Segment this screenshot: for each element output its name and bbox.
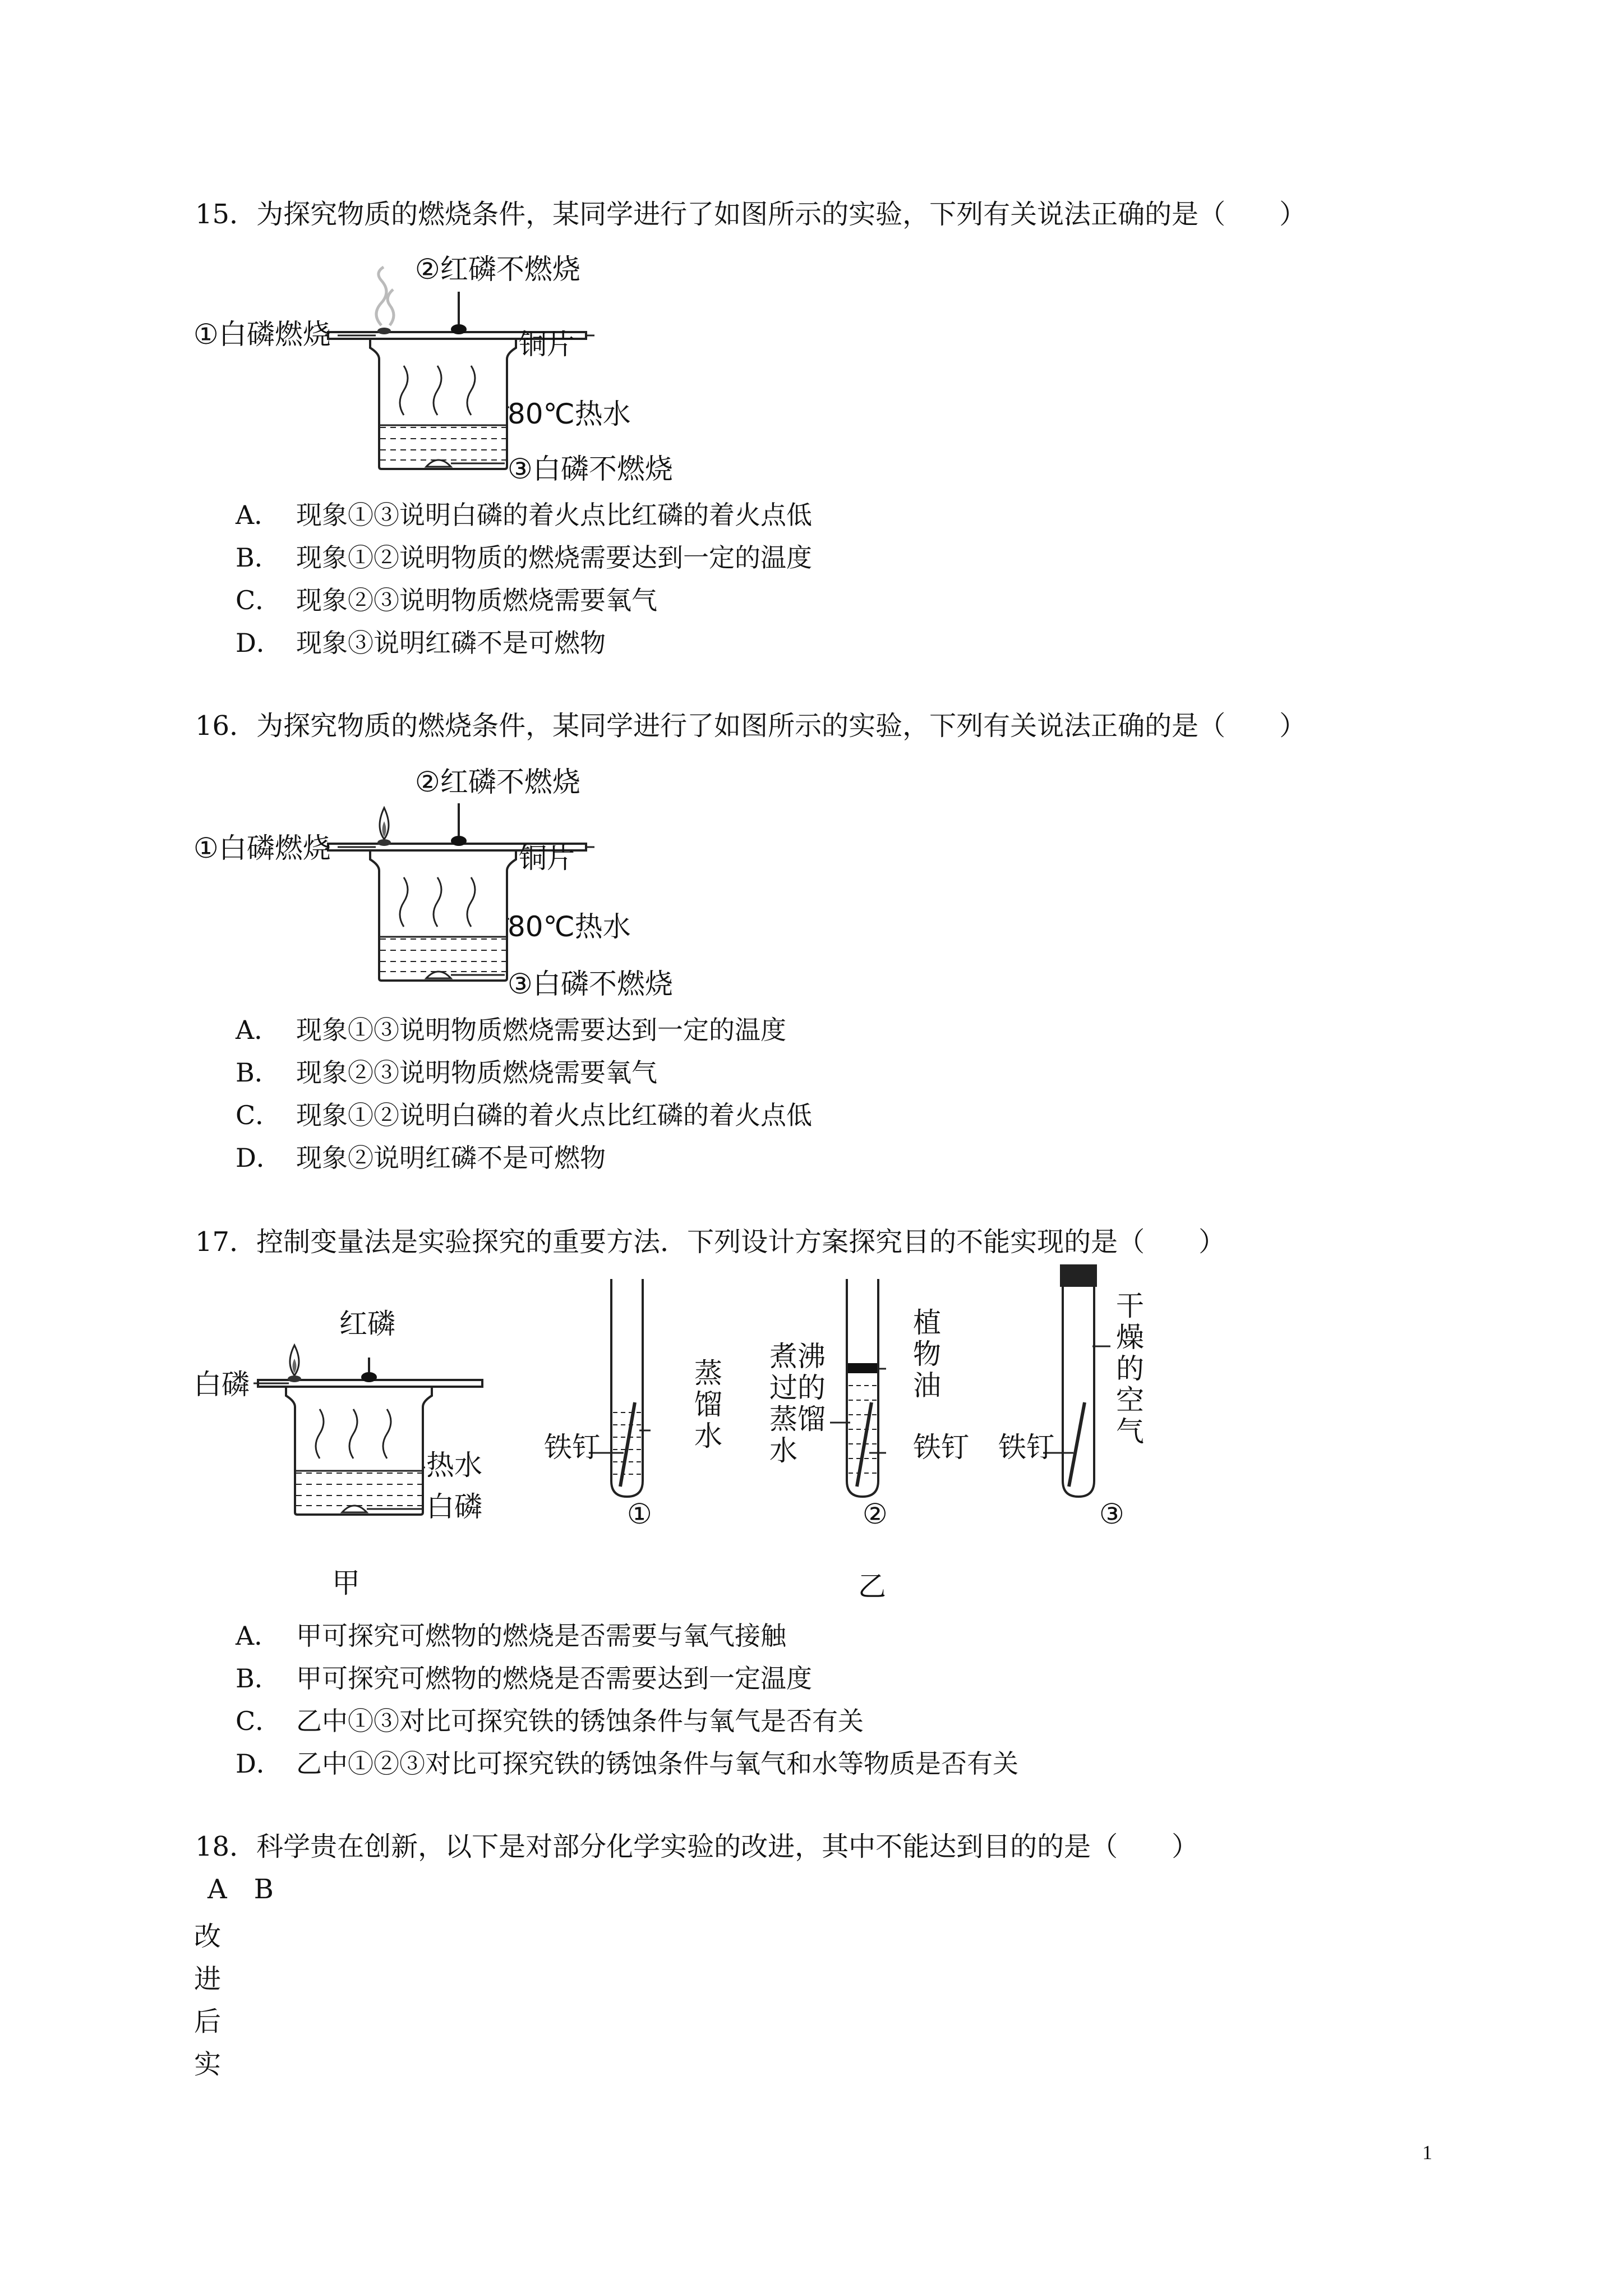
fig17-tube1-number: ①: [627, 1498, 652, 1530]
fig17-tube2-nail-label: 铁钉: [913, 1431, 969, 1464]
q16-option-b[interactable]: B． 现象②③说明物质燃烧需要氧气: [236, 1057, 657, 1088]
q15-option-a[interactable]: A． 现象①③说明白磷的着火点比红磷的着火点低: [236, 500, 812, 530]
fig16-label-copper: 铜片: [519, 842, 575, 875]
q16-option-a[interactable]: A． 现象①③说明物质燃烧需要达到一定的温度: [236, 1015, 786, 1045]
q15-option-b[interactable]: B． 现象①②说明物质的燃烧需要达到一定的温度: [236, 542, 812, 573]
fig17-tube2-boiled-water-label: 煮沸 过的 蒸馏 水: [769, 1340, 826, 1467]
question-16-stem: 16．为探究物质的燃烧条件，某同学进行了如图所示的实验，下列有关说法正确的是（ ）: [195, 710, 1307, 742]
q17-option-d[interactable]: D． 乙中①②③对比可探究铁的锈蚀条件与氧气和水等物质是否有关: [236, 1749, 1018, 1779]
fig17-tube3-dry-air-label: 干 燥 的 空 气: [1116, 1290, 1144, 1448]
test-tube-2: [830, 1279, 886, 1497]
flame-icon: [380, 808, 389, 839]
fig15-label-white-phosphorus-burning: ①白磷燃烧: [193, 318, 331, 351]
smoke-icon: [376, 267, 394, 325]
page-number: 1: [1422, 2141, 1432, 2164]
vegetable-oil-layer: [848, 1363, 877, 1373]
fig17-label-red-phosphorus: 红磷: [339, 1308, 395, 1340]
fig16-label-white-phosphorus-burning: ①白磷燃烧: [193, 832, 331, 864]
fig15-label-hot-water: 80℃热水: [508, 398, 631, 430]
fig16-label-hot-water: 80℃热水: [508, 910, 631, 943]
fig17-caption-yi: 乙: [858, 1570, 886, 1603]
white-phosphorus-3: [426, 972, 451, 978]
question-17-stem: 17．控制变量法是实验探究的重要方法．下列设计方案探究目的不能实现的是（ ）: [195, 1226, 1226, 1258]
fig17-tube1-water-label: 蒸 馏 水: [694, 1357, 722, 1452]
q16-option-d[interactable]: D． 现象②说明红磷不是可燃物: [236, 1143, 606, 1173]
fig17-caption-jia: 甲: [332, 1567, 360, 1599]
fig17-tube2-number: ②: [863, 1498, 888, 1530]
question-18-stem: 18．科学贵在创新，以下是对部分化学实验的改进，其中不能达到目的的是（ ）: [195, 1831, 1199, 1862]
q16-option-c[interactable]: C． 现象①②说明白磷的着火点比红磷的着火点低: [236, 1100, 812, 1130]
q17-option-b[interactable]: B． 甲可探究可燃物的燃烧是否需要达到一定温度: [236, 1663, 812, 1694]
white-phosphorus-3: [426, 460, 451, 467]
fig15-label-white-phosphorus-not-burning: ③白磷不燃烧: [508, 453, 673, 485]
stopper: [1060, 1264, 1097, 1287]
heat-waves: [400, 366, 475, 415]
q15-option-d[interactable]: D． 现象③说明红磷不是可燃物: [236, 628, 606, 658]
flame-icon: [290, 1345, 299, 1375]
fig17-tube3-number: ③: [1099, 1498, 1124, 1530]
heat-waves: [400, 877, 475, 927]
fig15-label-red-phosphorus: ②红磷不燃烧: [415, 253, 580, 286]
q17-option-a[interactable]: A． 甲可探究可燃物的燃烧是否需要与氧气接触: [236, 1621, 786, 1651]
fig17-label-white-phosphorus-bottom: 白磷: [426, 1490, 482, 1523]
fig16-label-red-phosphorus: ②红磷不燃烧: [415, 766, 580, 798]
q18-table-header: A B: [208, 1874, 274, 1905]
red-phosphorus-2: [451, 836, 467, 846]
question-15-stem: 15．为探究物质的燃烧条件，某同学进行了如图所示的实验，下列有关说法正确的是（ ）: [195, 199, 1307, 230]
white-phosphorus-1: [377, 839, 391, 846]
fig17-tube3-nail-label: 铁钉: [998, 1431, 1054, 1464]
fig17-label-white-phosphorus-top: 白磷: [193, 1368, 250, 1401]
fig17-label-hot-water: 热水: [426, 1449, 482, 1481]
fig17-tube1-nail-label: 铁钉: [544, 1431, 600, 1464]
fig16-label-white-phosphorus-not-burning: ③白磷不燃烧: [508, 968, 673, 1000]
water-lines: [380, 939, 506, 972]
water-lines: [380, 427, 506, 460]
q15-option-c[interactable]: C． 现象②③说明物质燃烧需要氧气: [236, 585, 657, 615]
q18-vertical-label: 改 进 后 实: [194, 1921, 222, 2080]
red-phosphorus-2: [451, 324, 467, 334]
fig17-tube2-oil-label: 植 物 油: [913, 1306, 941, 1402]
q17-option-c[interactable]: C． 乙中①③对比可探究铁的锈蚀条件与氧气是否有关: [236, 1706, 864, 1736]
fig15-label-copper: 铜片: [519, 328, 575, 361]
white-phosphorus-1: [377, 328, 391, 334]
